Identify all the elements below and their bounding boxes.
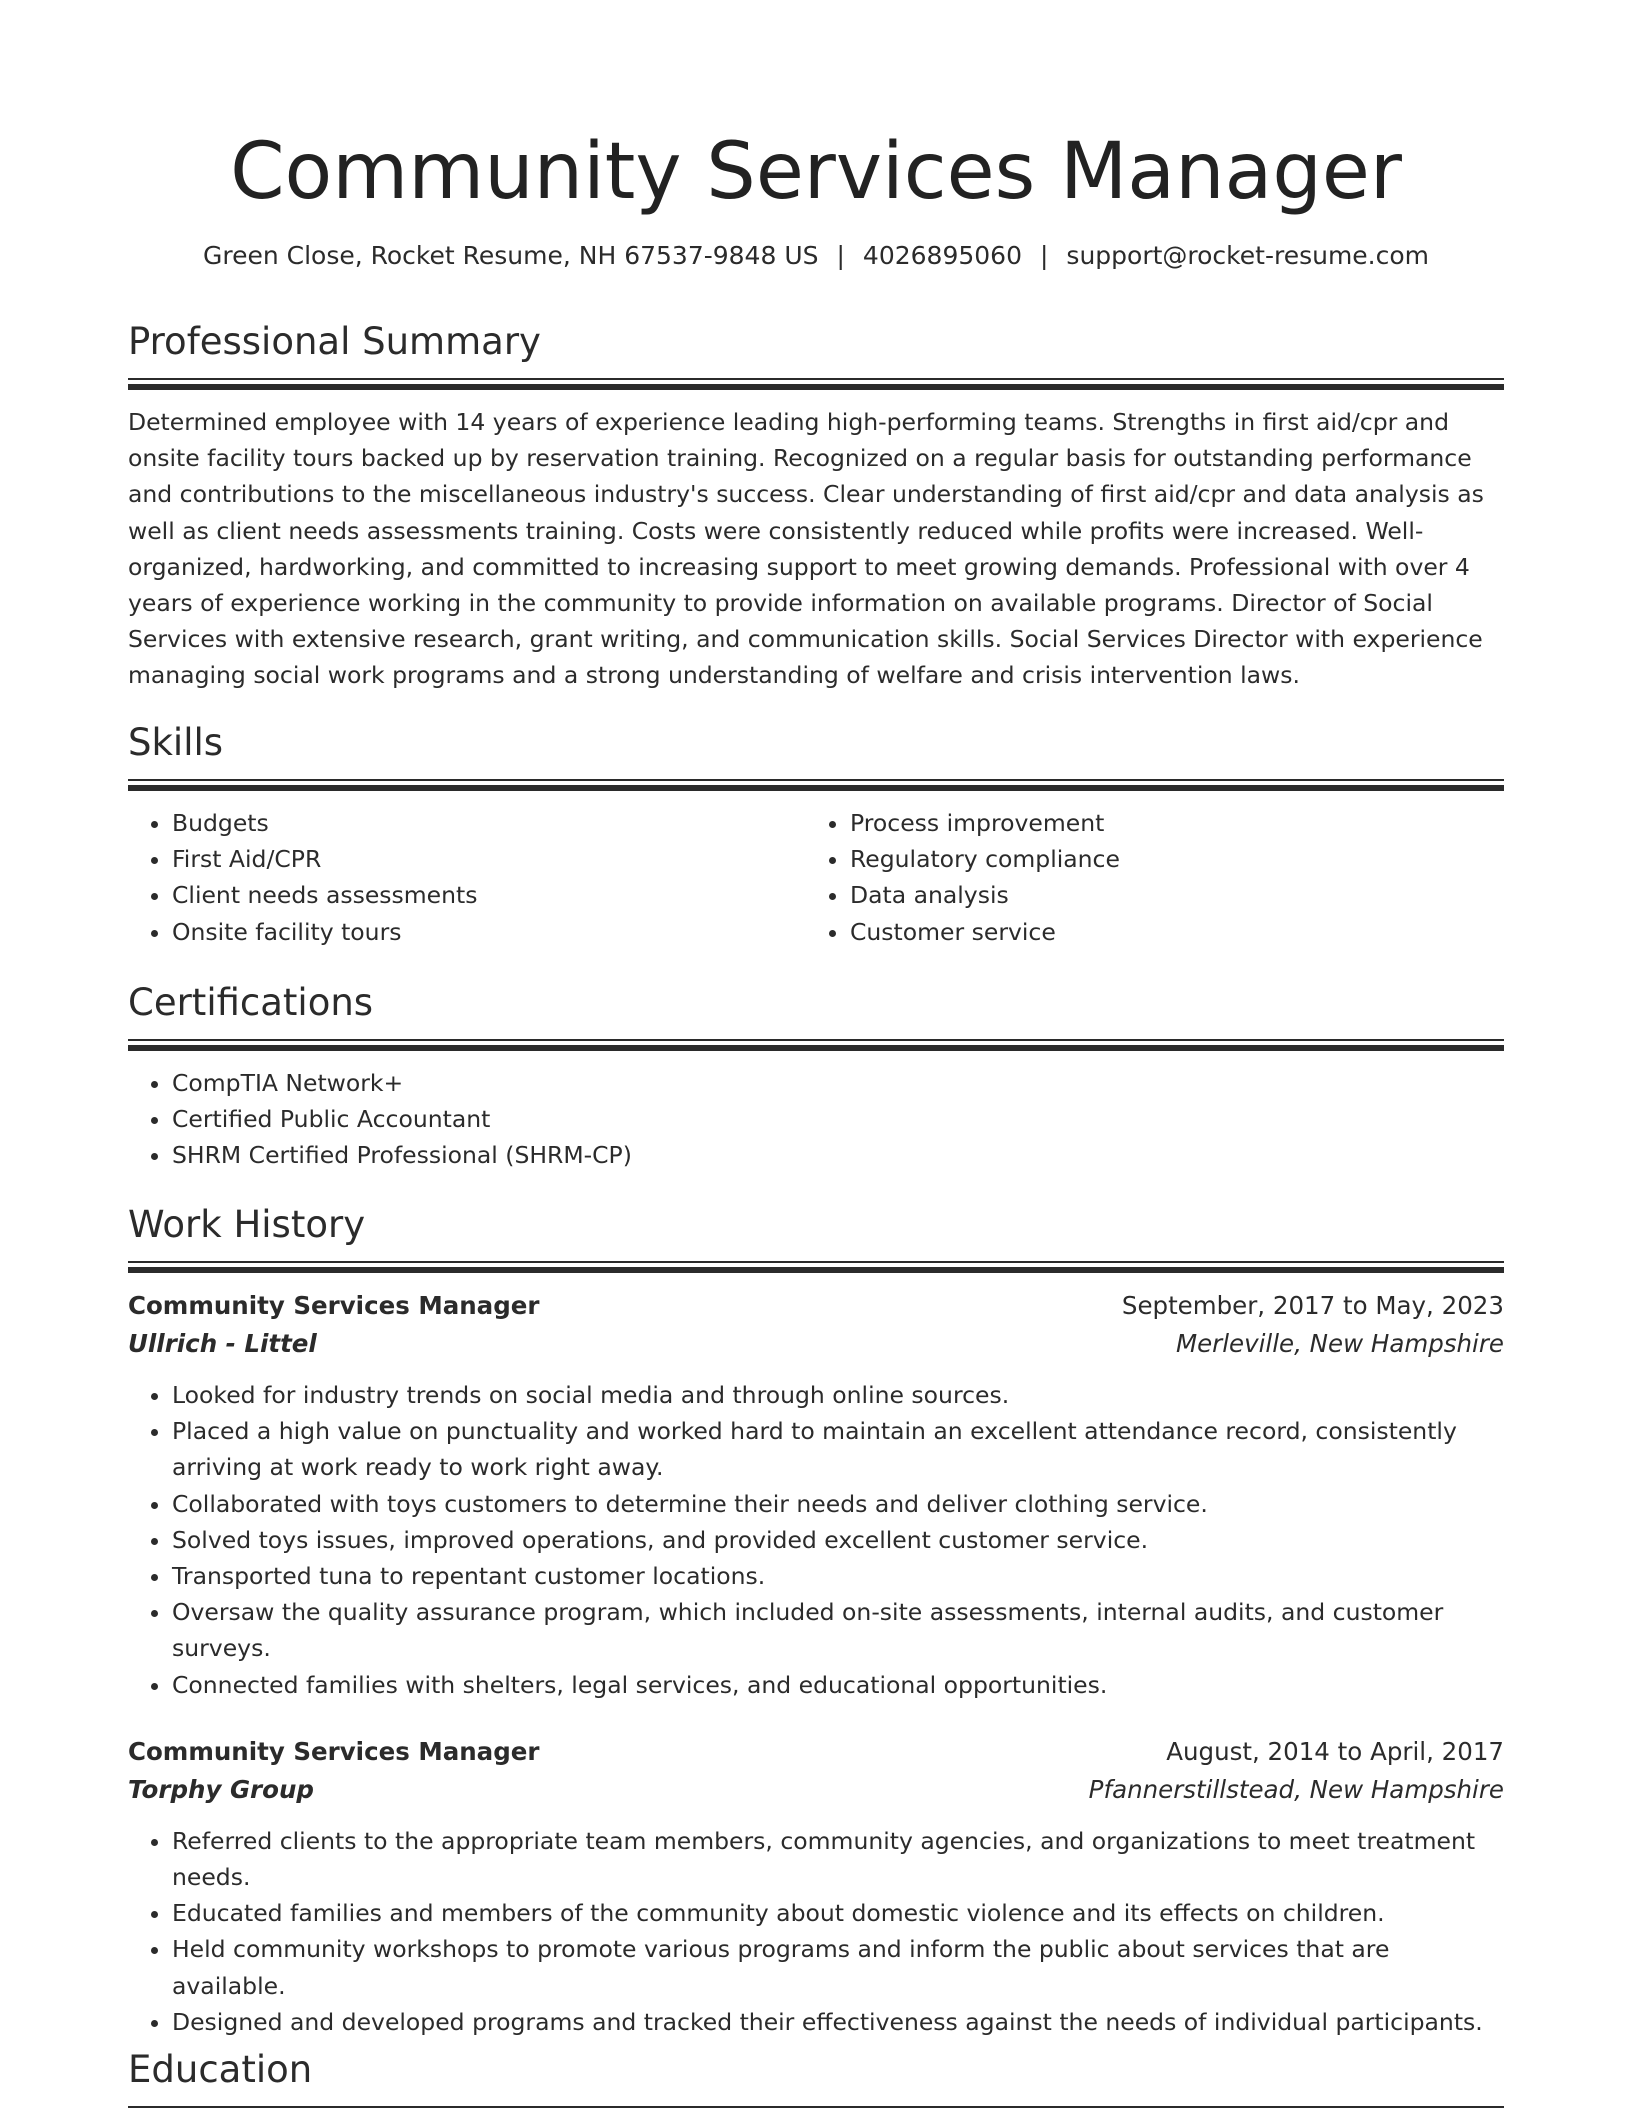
skills-list-left [128, 805, 806, 950]
job-entry [128, 1733, 1504, 2040]
summary-section [128, 318, 1504, 694]
education-section [128, 2046, 1504, 2108]
skill-item: • Regulatory compliance [850, 841, 1484, 877]
job-bullet: • Solved toys issues, improved operations, and provided excellent customer service. [172, 1522, 1504, 1558]
job-bullet: • Referred clients to the appropriate team members, community agencies, and organizations to meet treatment needs. [172, 1823, 1504, 1895]
certification-item: • CompTIA Network+ [172, 1065, 1504, 1101]
work-title: Work History [128, 1203, 366, 1246]
skill-item: • Process improvement [850, 805, 1484, 841]
contact-separator: | [836, 241, 845, 270]
job-dates: August, 2014 to April, 2017 [1166, 1736, 1504, 1766]
job-bullet: • Collaborated with toys customers to determine their needs and deliver clothing service. [172, 1486, 1504, 1522]
contact-phone: 4026895060 [862, 241, 1022, 270]
contact-email: support@rocket-resume.com [1066, 241, 1430, 270]
job-location: Merleville, New Hampshire [1175, 1329, 1504, 1358]
skill-item: • Budgets [172, 805, 806, 841]
education-title: Education [128, 2048, 313, 2091]
job-location: Pfannerstillstead, New Hampshire [1088, 1774, 1504, 1804]
job-title: Community Services Manager [128, 1291, 540, 1320]
skills-section [128, 719, 1504, 950]
job-company: Torphy Group [128, 1774, 314, 1804]
certifications-section [128, 979, 1504, 1174]
summary-title: Professional Summary [128, 320, 541, 363]
skills-title: Skills [128, 721, 224, 764]
resume-name: Community Services Manager [230, 127, 1402, 217]
job-bullets [128, 1377, 1504, 1703]
job-bullet: • Held community workshops to promote various programs and inform the public about services that are available. [172, 1931, 1504, 2003]
job-company: Ullrich - Littel [128, 1329, 317, 1358]
skill-item: • Onsite facility tours [172, 914, 806, 950]
summary-text: Determined employee with 14 years of experience leading high-performing teams. Strengths in first aid/cpr and onsite facility tours backed up by reservation training. Recognized on a regular basis for outstanding performance and contributions to the miscellaneous industry's success. Clear understanding of first aid/cpr and data analysis as well as client needs assessments training. Costs were consistently reduced while profits were increased. Well-organized, hardworking, and committed to increasing support to meet growing demands. Professional with over 4 years of experience working in the community to provide information on available programs. Director of Social Services with extensive research, grant writing, and communication skills. Social Services Director with experience managing social work programs and a strong understanding of welfare and crisis intervention laws. [128, 408, 1484, 690]
job-bullet: • Transported tuna to repentant customer locations. [172, 1558, 1504, 1594]
skill-item: • Data analysis [850, 877, 1484, 913]
job-bullet: • Placed a high value on punctuality and worked hard to maintain an excellent attendance record, consistently arriving at work ready to work right away. [172, 1413, 1504, 1485]
skills-grid [128, 805, 1504, 950]
job-bullet: • Oversaw the quality assurance program, which included on-site assessments, internal audits, and customer surveys. [172, 1594, 1504, 1666]
contact-address: Green Close, Rocket Resume, NH 67537-9848 US [202, 241, 819, 270]
contact-separator: | [1039, 241, 1049, 270]
contact-line [128, 238, 1504, 274]
certifications-list [128, 1065, 1504, 1174]
skill-item: • First Aid/CPR [172, 841, 806, 877]
certifications-title: Certifications [128, 981, 374, 1024]
certification-item: • Certified Public Accountant [172, 1101, 1504, 1137]
job-title: Community Services Manager [128, 1736, 540, 1766]
job-bullets [128, 1823, 1504, 2040]
section-rule [128, 1261, 1504, 1273]
certification-item: • SHRM Certified Professional (SHRM-CP) [172, 1137, 1504, 1173]
section-rule [128, 2106, 1504, 2108]
work-section [128, 1201, 1504, 2040]
job-header [128, 1733, 1504, 1771]
job-bullet: • Looked for industry trends on social media and through online sources. [172, 1377, 1504, 1413]
job-header [128, 1287, 1504, 1325]
skills-list-right [806, 805, 1484, 950]
section-rule [128, 378, 1504, 390]
job-entry [128, 1287, 1504, 1703]
job-bullet: • Connected families with shelters, legal services, and educational opportunities. [172, 1667, 1504, 1703]
job-subheader [128, 1325, 1504, 1363]
job-dates: September, 2017 to May, 2023 [1121, 1291, 1504, 1320]
section-rule [128, 1039, 1504, 1051]
skill-item: • Customer service [850, 914, 1484, 950]
job-bullet: • Educated families and members of the community about domestic violence and its effects on children. [172, 1895, 1504, 1931]
job-bullet: • Designed and developed programs and tracked their effectiveness against the needs of individual participants. [172, 2004, 1504, 2040]
job-subheader [128, 1771, 1504, 1809]
skill-item: • Client needs assessments [172, 877, 806, 913]
section-rule [128, 779, 1504, 791]
